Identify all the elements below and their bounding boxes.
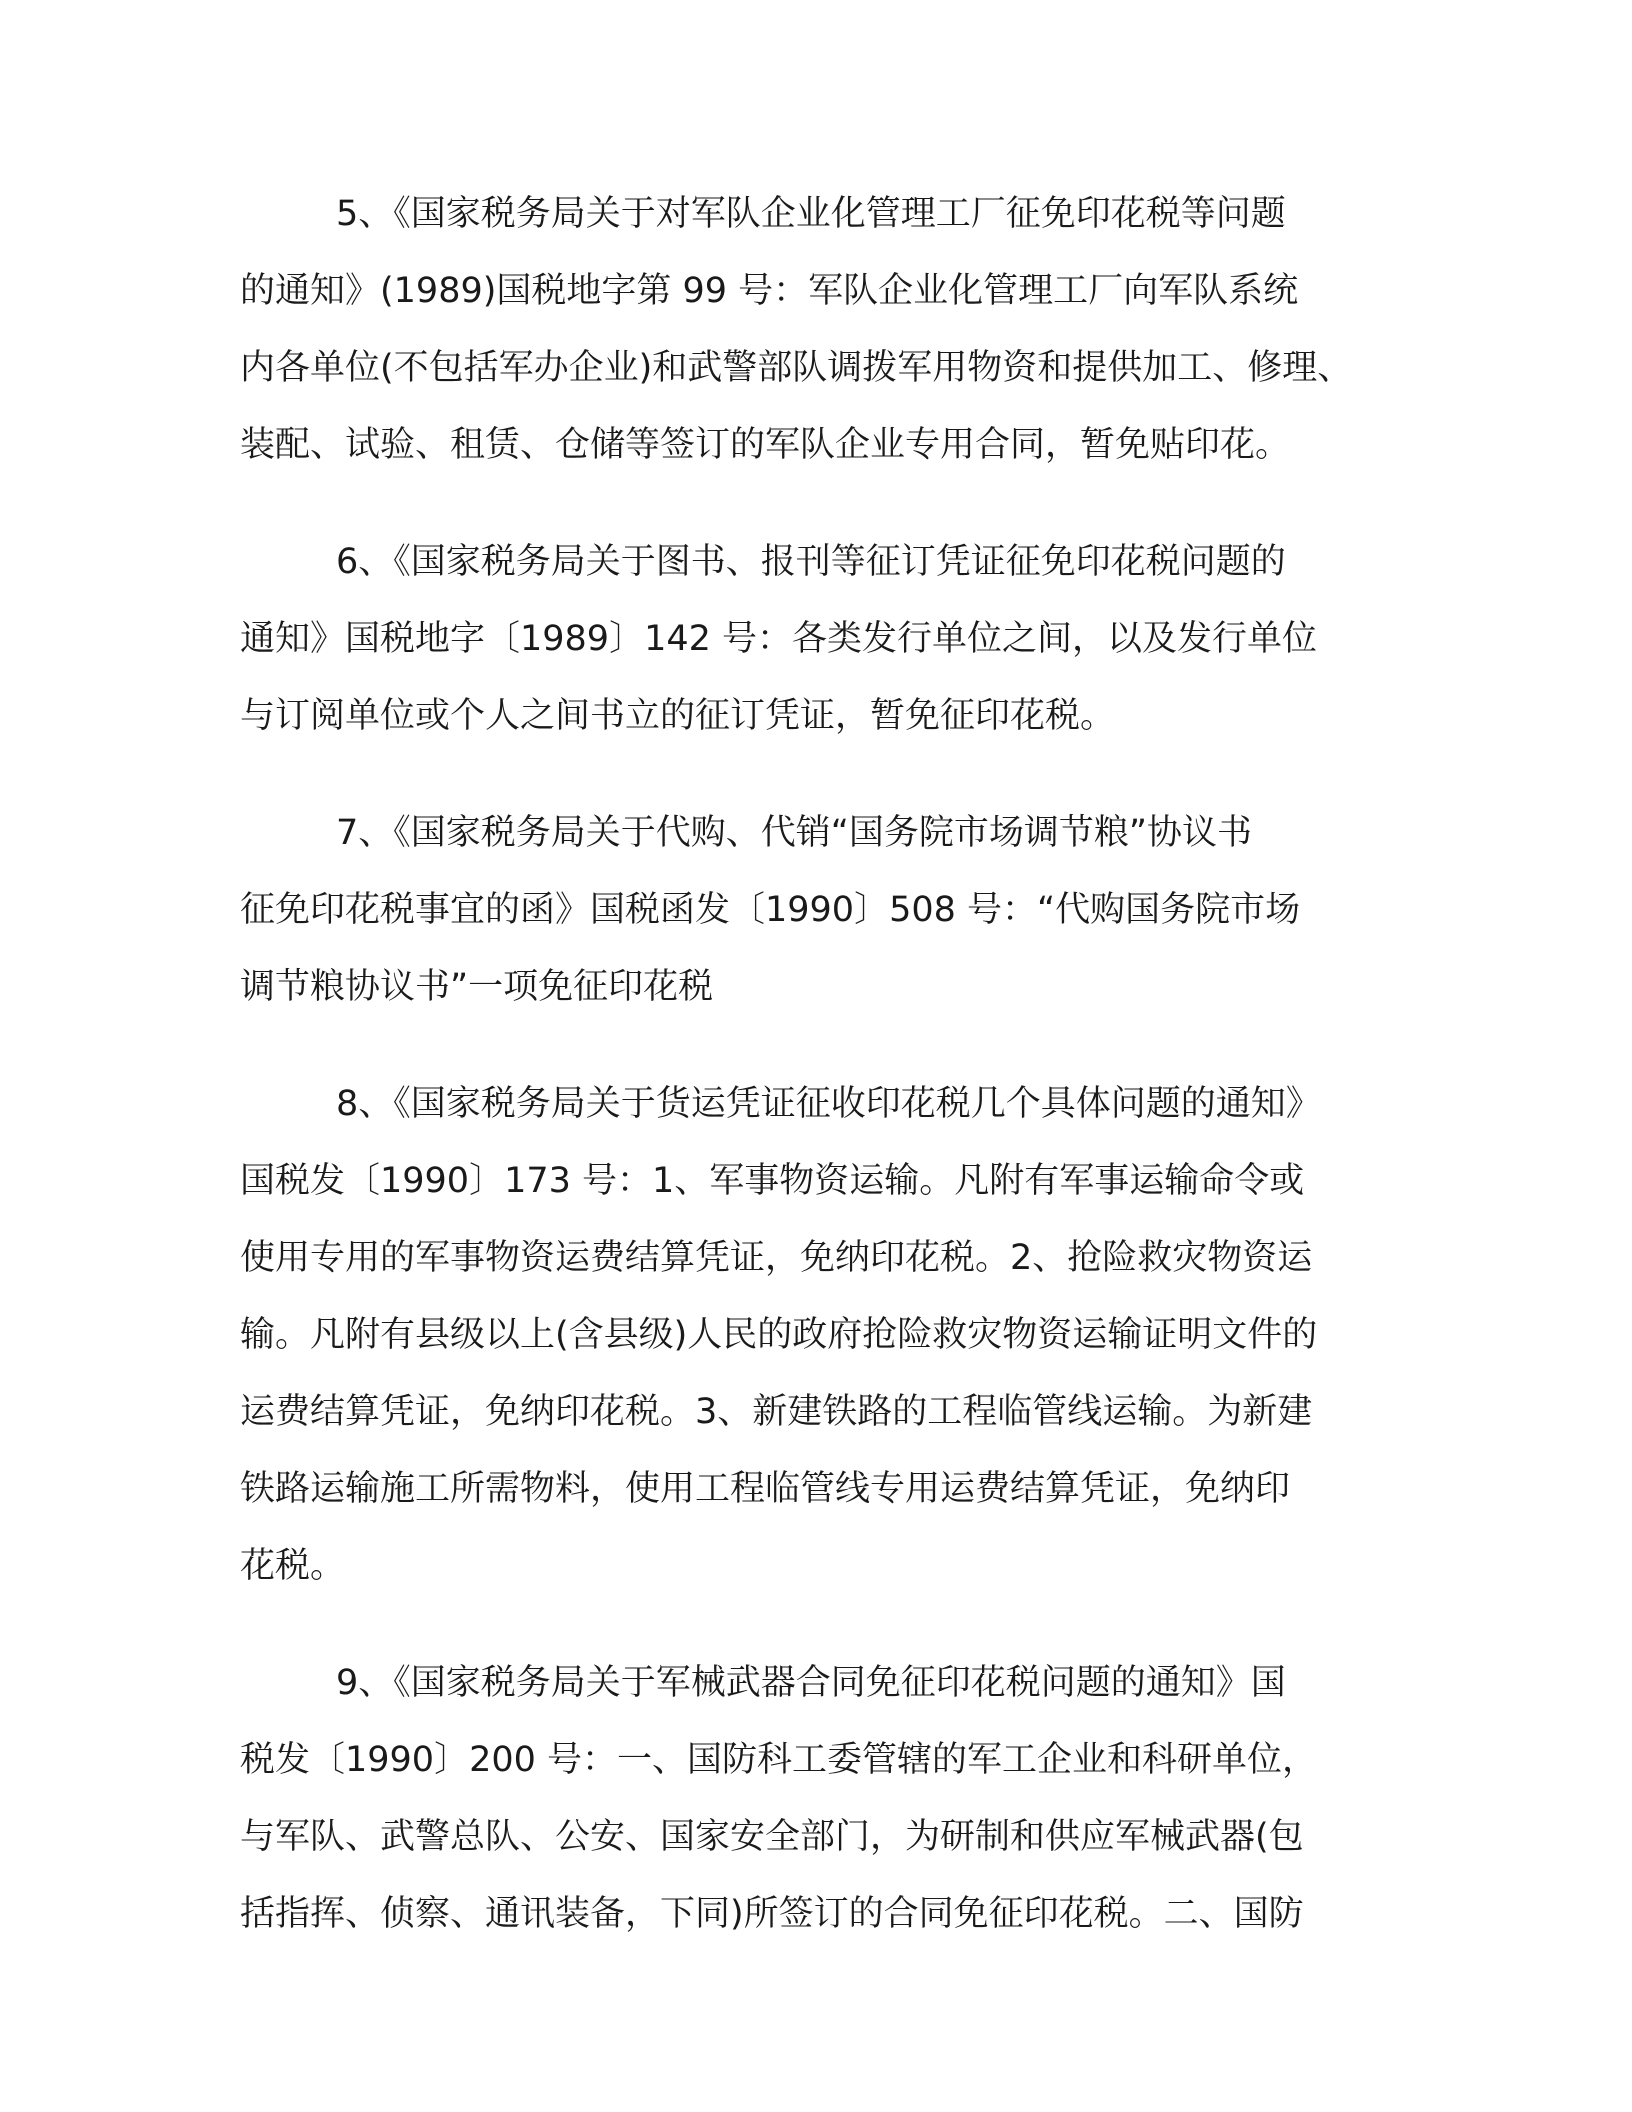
text-line: 装配、试验、租赁、仓储等签订的军队企业专用合同，暂免贴印花。 — [240, 425, 1291, 465]
text-line: 征免印花税事宜的函》国税函发〔1990〕508 号：“代购国务院市场 — [240, 890, 1301, 930]
text-line: 税发〔1990〕200 号：一、国防科工委管辖的军工企业和科研单位， — [240, 1740, 1318, 1780]
paragraph-9 — [240, 1657, 1400, 1965]
text-line: 5、《国家税务局关于对军队企业化管理工厂征免印花税等问题 — [336, 194, 1286, 234]
text-line: 9、《国家税务局关于军械武器合同免征印花税问题的通知》国 — [336, 1663, 1286, 1703]
text-line: 的通知》(1989)国税地字第 99 号：军队企业化管理工厂向军队系统 — [240, 271, 1299, 311]
text-line: 铁路运输施工所需物料，使用工程临管线专用运费结算凭证，免纳印 — [240, 1469, 1291, 1509]
text-line: 花税。 — [240, 1546, 346, 1586]
text-line: 括指挥、侦察、通讯装备，下同)所签订的合同免征印花税。二、国防 — [240, 1894, 1304, 1934]
text-line: 输。凡附有县级以上(含县级)人民的政府抢险救灾物资运输证明文件的 — [240, 1315, 1318, 1355]
paragraph-7 — [240, 807, 1400, 1038]
text-line: 国税发〔1990〕173 号：1、军事物资运输。凡附有军事运输命令或 — [240, 1161, 1305, 1201]
text-line: 使用专用的军事物资运费结算凭证，免纳印花税。2、抢险救灾物资运 — [240, 1238, 1313, 1278]
text-line: 运费结算凭证，免纳印花税。3、新建铁路的工程临管线运输。为新建 — [240, 1392, 1313, 1432]
text-line: 8、《国家税务局关于货运凭证征收印花税几个具体问题的通知》 — [336, 1084, 1321, 1124]
text-line: 与订阅单位或个人之间书立的征订凭证，暂免征印花税。 — [240, 696, 1116, 736]
text-line: 内各单位(不包括军办企业)和武警部队调拨军用物资和提供加工、修理、 — [240, 348, 1353, 388]
text-line: 与军队、武警总队、公安、国家安全部门，为研制和供应军械武器(包 — [240, 1817, 1304, 1857]
paragraph-8 — [240, 1078, 1400, 1617]
text-line: 调节粮协议书”一项免征印花税 — [240, 967, 714, 1007]
document-body — [240, 188, 1400, 2005]
text-line: 6、《国家税务局关于图书、报刊等征订凭证征免印花税问题的 — [336, 542, 1286, 582]
text-line: 通知》国税地字〔1989〕142 号：各类发行单位之间，以及发行单位 — [240, 619, 1318, 659]
paragraph-5 — [240, 188, 1400, 496]
text-line: 7、《国家税务局关于代购、代销“国务院市场调节粮”协议书 — [336, 813, 1253, 853]
paragraph-6 — [240, 536, 1400, 767]
